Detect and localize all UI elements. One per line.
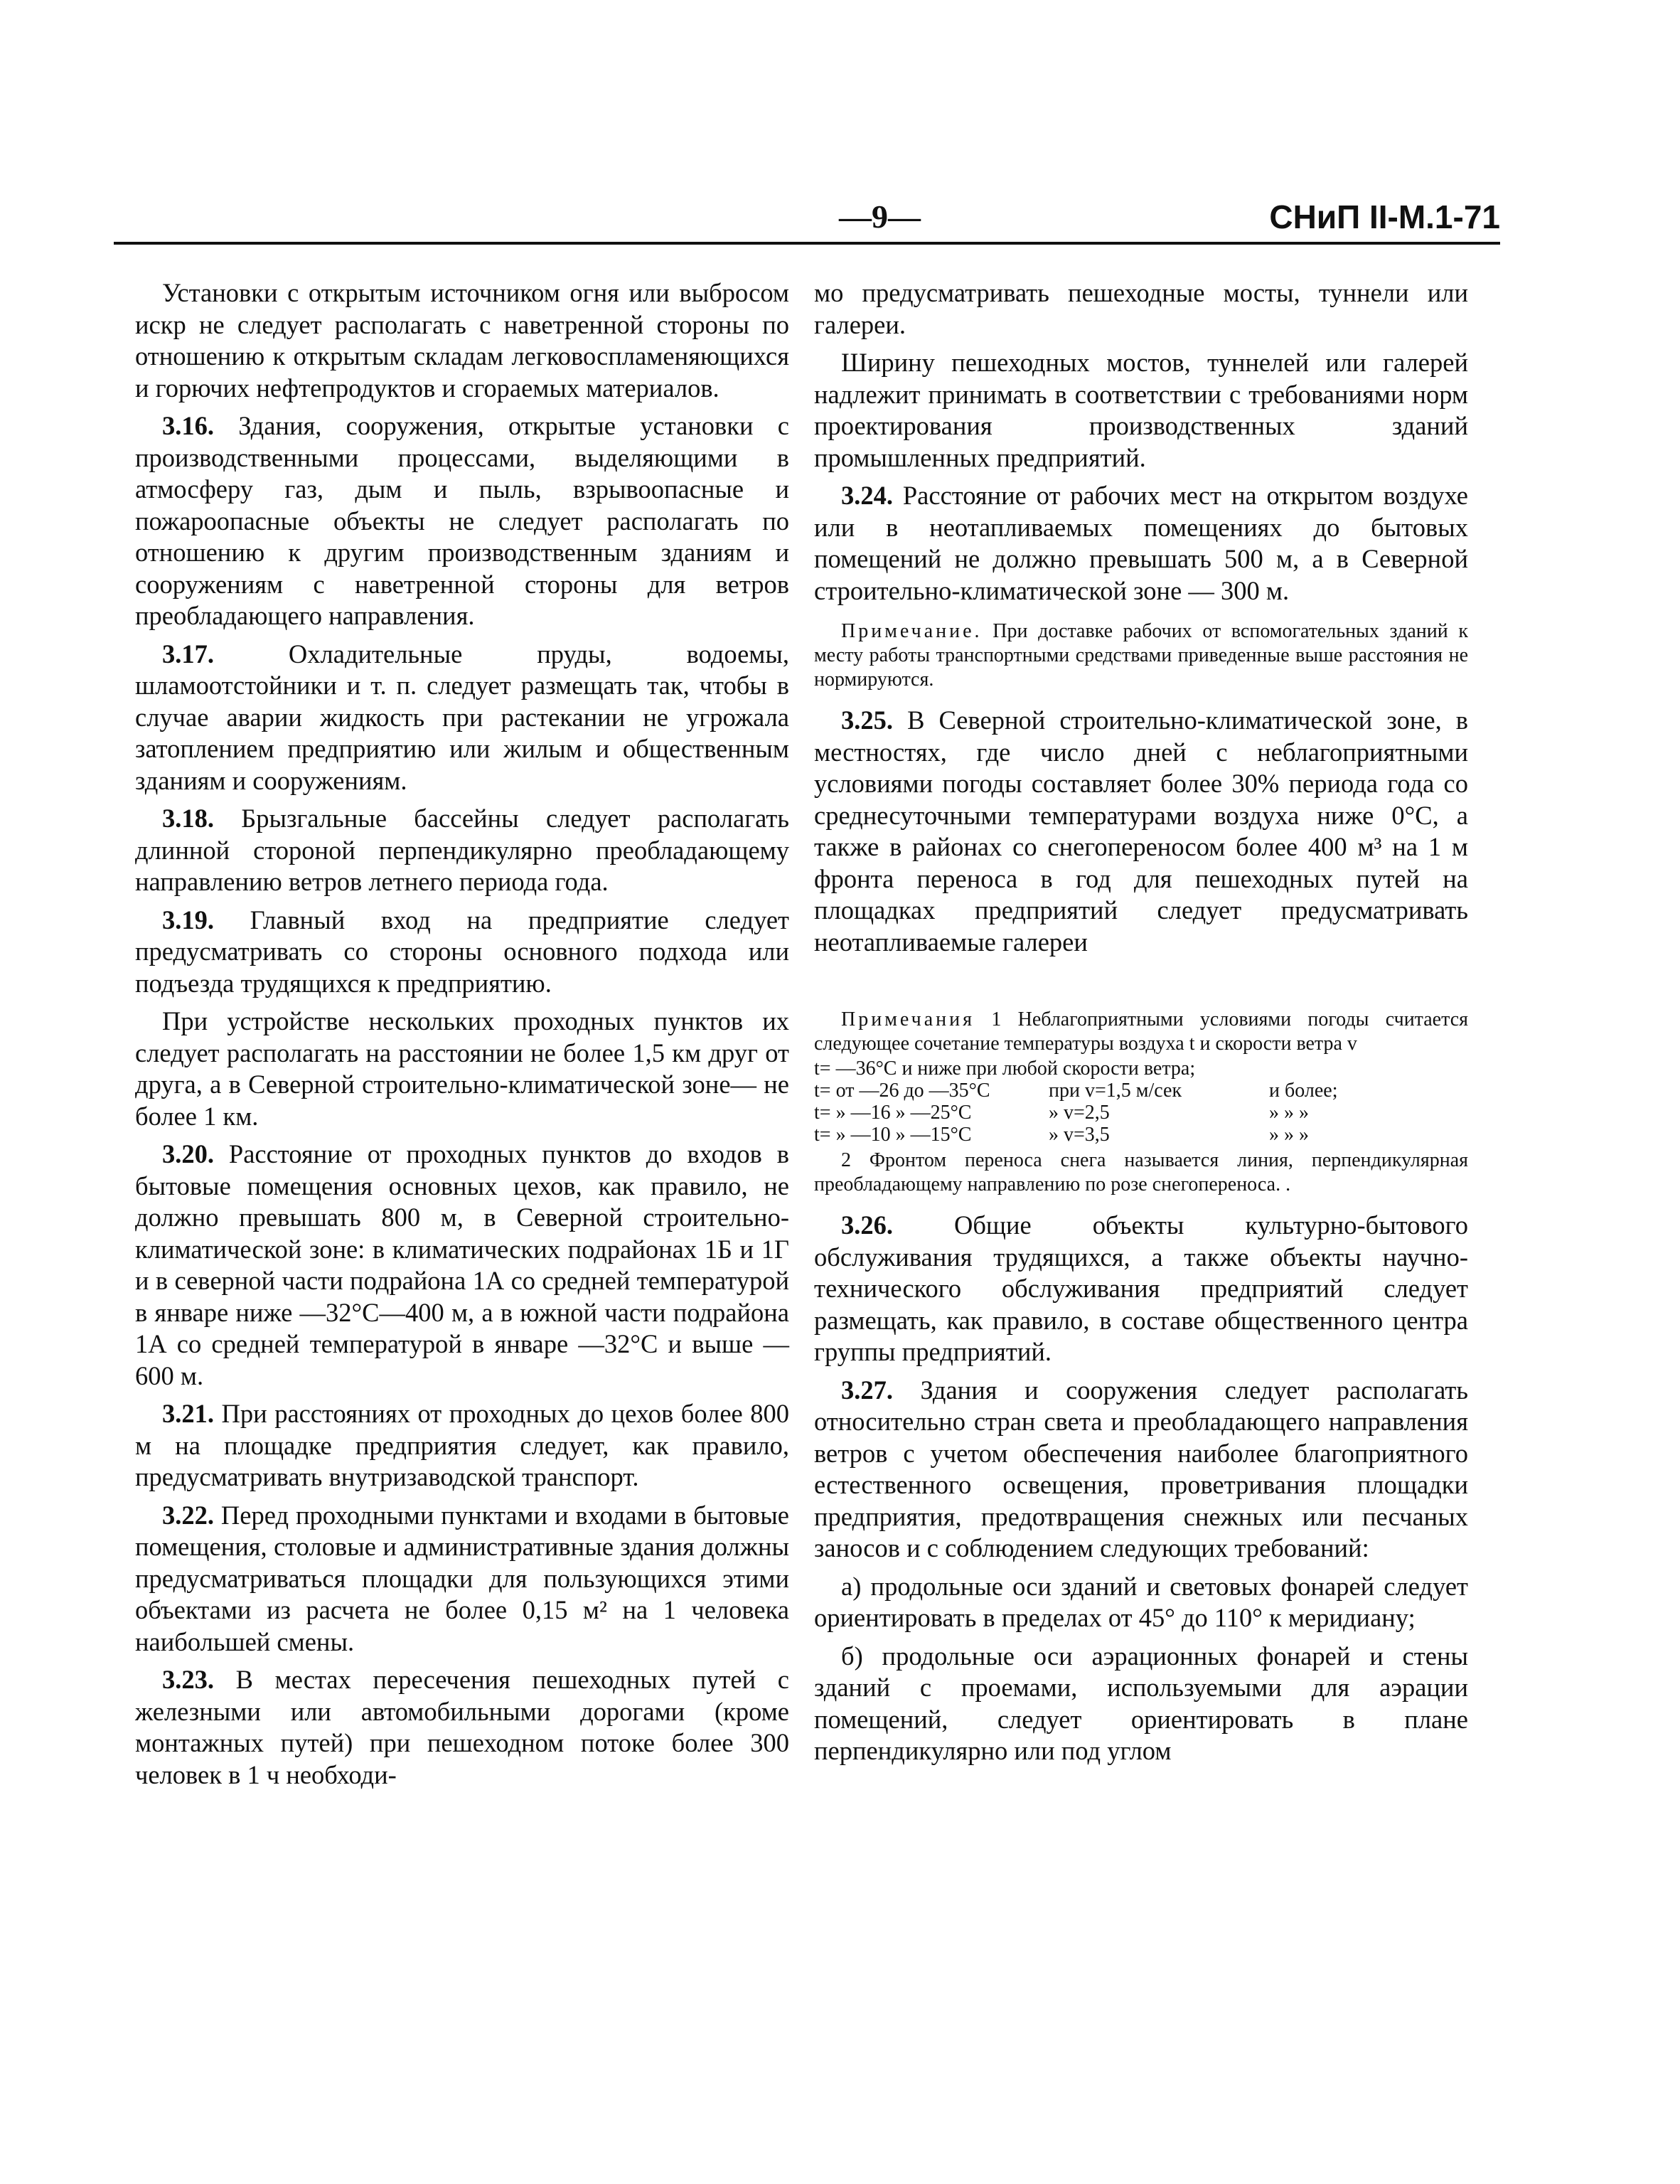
clause-text: Перед проходными пунктами и входами в бытовые помещения, столовые и административные здания должны предусматриваться площадки для пользующихся этими объектами из расчета не более 0,15 м² на 1 человека наибольшей смены. [135,1500,789,1656]
clause-text: При расстояниях от проходных до цехов более 800 м на площадке предприятия следует, как правило, предусматривать внутризаводской транспорт. [135,1399,789,1491]
clause-3-18 [135,803,789,898]
clause-3-17 [135,639,789,797]
clause-number: 3.17. [162,639,214,668]
note [814,619,1468,692]
table-cell: t= от —26 до —35°С [814,1080,990,1102]
clause-3-23 [135,1664,789,1791]
clause-number: 3.27. [841,1375,893,1405]
clause-3-16 [135,410,789,632]
table-row [814,1058,1468,1080]
page-number: —9— [839,198,921,235]
table-row [814,1080,1468,1102]
paragraph-continuation [814,277,1468,341]
note-label: Примечания [841,1008,975,1030]
clause-3-24 [814,480,1468,607]
table-row [814,1124,1468,1146]
document-code: СНиП II-М.1-71 [1269,198,1500,235]
clause-3-19 [135,905,789,1000]
header-rule [114,242,1500,245]
clause-number: 3.23. [162,1665,214,1694]
note [814,1149,1468,1197]
clause-number: 3.21. [162,1399,214,1428]
list-item-text: а) продольные оси зданий и световых фонарей следует ориентировать в пределах от 45° до 110° к меридиану; [814,1571,1468,1632]
paragraph-text: мо предусматривать пешеходные мосты, туннели или галереи. [814,278,1468,339]
list-item-text: б) продольные оси аэрационных фонарей и стены зданий с проемами, используемыми для аэрации помещений, следует ориентировать в плане перпендикулярно или под углом [814,1641,1468,1765]
clause-number: 3.24. [841,481,893,510]
paragraph [135,1006,789,1132]
note-text: При доставке рабочих от вспомогательных зданий к месту работы транспортными средствами приведенные выше расстояния не нормируются. [814,620,1468,691]
table-cell: » v=2,5 [1049,1102,1110,1124]
clause-3-22 [135,1500,789,1658]
table-cell: t= —36°С и ниже при любой скорости ветра; [814,1058,1196,1080]
clause-number: 3.25. [841,705,893,735]
right-column [814,277,1468,1774]
note-block [814,619,1468,692]
clause-3-25 [814,705,1468,958]
paragraph-text: Ширину пешеходных мостов, туннелей или галерей надлежит принимать в соответствии с требованиями норм проектирования производственных зданий промышленных предприятий. [814,348,1468,472]
clause-3-20 [135,1139,789,1392]
clause-number: 3.26. [841,1210,893,1240]
list-item [814,1571,1468,1634]
note-text: 1 Неблагоприятными условиями погоды считается следующее сочетание температуры воздуха t и скорости ветра v [814,1008,1468,1055]
table-cell: при v=1,5 м/сек [1049,1080,1182,1102]
clause-text: Расстояние от проходных пунктов до входов в бытовые помещения основных цехов, как правило, не должно превышать 800 м, в Северной строительно-климатической зоне: в климатических подрайонах 1Б и 1Г и в северной части подрайона 1А со средней температурой в январе ниже —32°С—400 м, а в южной части подрайона 1А со средней температурой в январе —32°С и выше — 600 м. [135,1139,790,1390]
left-column [135,277,789,1797]
list-item [814,1641,1468,1767]
note-label: Примечание. [841,620,983,642]
clause-text: Здания и сооружения следует располагать относительно стран света и преобладающего направления ветров с учетом обеспечения наиболее благоприятного естественного освещения, проветривания площадки предприятия, предотвращения снежных или песчаных заносов и с соблюдением следующих требований: [814,1375,1469,1562]
clause-text: Брызгальные бассейны следует располагать длинной стороной перпендикулярно преобладающему направлению ветров летнего периода года. [135,804,790,896]
paragraph-text: При устройстве нескольких проходных пунктов их следует располагать на расстоянии не более 1,5 км друг от друга, а в Северной строительно-климатической зоне— не более 1 км. [135,1006,789,1131]
table-cell: t= » —10 » —15°С [814,1124,972,1146]
note [814,1008,1468,1056]
table-cell: » » » [1269,1102,1309,1124]
clause-number: 3.16. [162,411,214,440]
clause-number: 3.18. [162,804,214,833]
clause-text: Общие объекты культурно-бытового обслуживания трудящихся, а также объекты научно-технического обслуживания предприятий следует размещать, как правило, в составе общественного центра группы предприятий. [814,1210,1468,1366]
clause-text: В местах пересечения пешеходных путей с железными или автомобильными дорогами (кроме монтажных путей) при пешеходном потоке более 300 человек в 1 ч необходи- [135,1665,789,1789]
paragraph-text: Установки с открытым источником огня или выбросом искр не следует располагать с наветренной стороны по отношению к открытым складам легковоспламеняющихся и горючих нефтепродуктов и сгораемых материалов. [135,278,789,403]
table-cell: и более; [1269,1080,1338,1102]
clause-3-26 [814,1210,1468,1368]
clause-3-27 [814,1375,1468,1565]
table-row [814,1102,1468,1124]
clause-text: В Северной строительно-климатической зоне, в местностях, где число дней с неблагоприятными условиями погоды составляет более 30% периода года со среднесуточными температурами воздуха ниже 0°С, а также в районах со снегопереносом более 400 м³ на 1 м фронта переноса в год для пешеходных путей на площадках предприятий следует предусматривать неотапливаемые галереи [814,705,1469,957]
paragraph [135,277,789,404]
clause-text: Охладительные пруды, водоемы, шламоотстойники и т. п. следует размещать так, чтобы в случае аварии жидкость при растекании не угрожала затоплением предприятию или жилым и общественным зданиям и сооружениям. [135,639,790,795]
page-header [114,198,1500,247]
clause-text: Здания, сооружения, открытые установки с производственными процессами, выделяющими в атмосферу газ, дым и пыль, взрывоопасные и пожароопасные объекты не следует располагать по отношению к другим производственным зданиям и сооружениям с наветренной стороны для ветров преобладающего направления. [135,411,790,630]
clause-number: 3.19. [162,905,214,934]
note-text: 2 Фронтом переноса снега называется линия, перпендикулярная преобладающему направлению по розе снегопереноса. . [814,1149,1468,1195]
clause-text: Расстояние от рабочих мест на открытом воздухе или в неотапливаемых помещениях до бытовых помещений не должно превышать 500 м, а в Северной строительно-климатической зоне — 300 м. [814,481,1469,605]
clause-number: 3.22. [162,1500,214,1530]
clause-3-21 [135,1398,789,1493]
table-cell: » » » [1269,1124,1309,1146]
notes-block [814,1008,1468,1197]
clause-text: Главный вход на предприятие следует предусматривать со стороны основного подхода или подъезда трудящихся к предприятию. [135,905,790,998]
table-cell: » v=3,5 [1049,1124,1110,1146]
clause-number: 3.20. [162,1139,214,1168]
wind-conditions-table [814,1058,1468,1146]
paragraph [814,347,1468,474]
table-cell: t= » —16 » —25°С [814,1102,972,1124]
